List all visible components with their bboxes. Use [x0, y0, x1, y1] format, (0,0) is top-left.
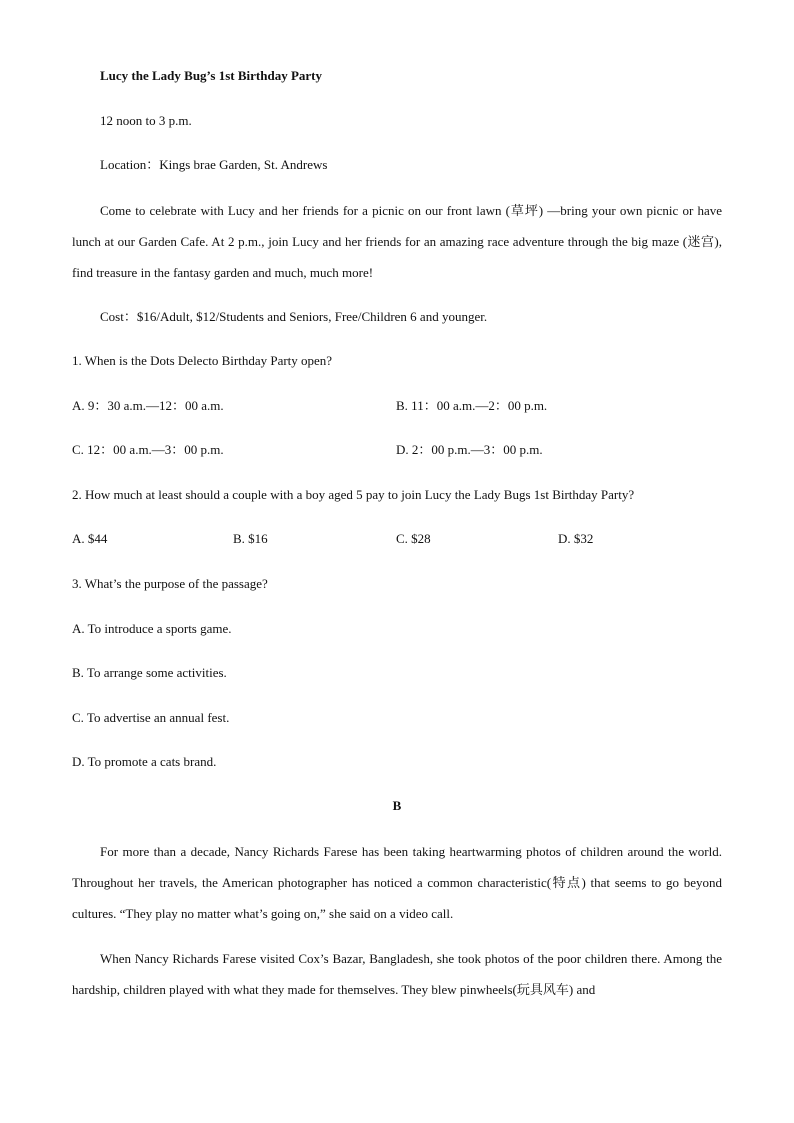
passage-b-paragraph-1: For more than a decade, Nancy Richards Farese has been taking heartwarming photos of children around the world. Throughout her travels, the American photographer has noticed a common characteristic(特点) that seems to go beyond cultures. “They play no matter what’s going on,” she said on a video call.: [72, 844, 722, 921]
question-2-option-c: C. $28: [396, 531, 431, 546]
question-1-option-b: B. 11：00 a.m.—2：00 p.m.: [396, 398, 548, 413]
question-3-option-b: B. To arrange some activities.: [72, 665, 227, 680]
question-1-stem: 1. When is the Dots Delecto Birthday Party open?: [72, 353, 333, 368]
event-location: Location：Kings brae Garden, St. Andrews: [100, 157, 328, 172]
question-3-option-d: D. To promote a cats brand.: [72, 754, 217, 769]
question-1-option-d: D. 2：00 p.m.—3：00 p.m.: [396, 442, 543, 457]
event-cost: Cost：$16/Adult, $12/Students and Seniors, Free/Children 6 and younger.: [100, 309, 488, 324]
question-1-option-a: A. 9：30 a.m.—12：00 a.m.: [72, 398, 224, 413]
section-heading-b: B: [392, 798, 402, 813]
event-time: 12 noon to 3 p.m.: [100, 113, 192, 128]
question-3-option-c: C. To advertise an annual fest.: [72, 710, 230, 725]
passage-title: Lucy the Lady Bug’s 1st Birthday Party: [100, 68, 322, 83]
event-description: Come to celebrate with Lucy and her friends for a picnic on our front lawn (草坪) —bring your own picnic or have lunch at our Garden Cafe. At 2 p.m., join Lucy and her friends for an amazing race adventure through the big maze (迷宫), find treasure in the fantasy garden and much, much more!: [72, 203, 722, 280]
question-1-option-c: C. 12：00 a.m.—3：00 p.m.: [72, 442, 224, 457]
question-3-option-a: A. To introduce a sports game.: [72, 621, 232, 636]
question-2-option-b: B. $16: [233, 531, 268, 546]
question-2-option-d: D. $32: [558, 531, 594, 546]
passage-b-paragraph-2: When Nancy Richards Farese visited Cox’s Bazar, Bangladesh, she took photos of the poor children there. Among the hardship, children played with what they made for themselves. They blew pinwheels(玩具风车) and: [72, 951, 722, 997]
question-2-stem: 2. How much at least should a couple with a boy aged 5 pay to join Lucy the Lady Bugs 1st Birthday Party?: [72, 487, 635, 502]
question-3-stem: 3. What’s the purpose of the passage?: [72, 576, 268, 591]
question-2-option-a: A. $44: [72, 531, 108, 546]
